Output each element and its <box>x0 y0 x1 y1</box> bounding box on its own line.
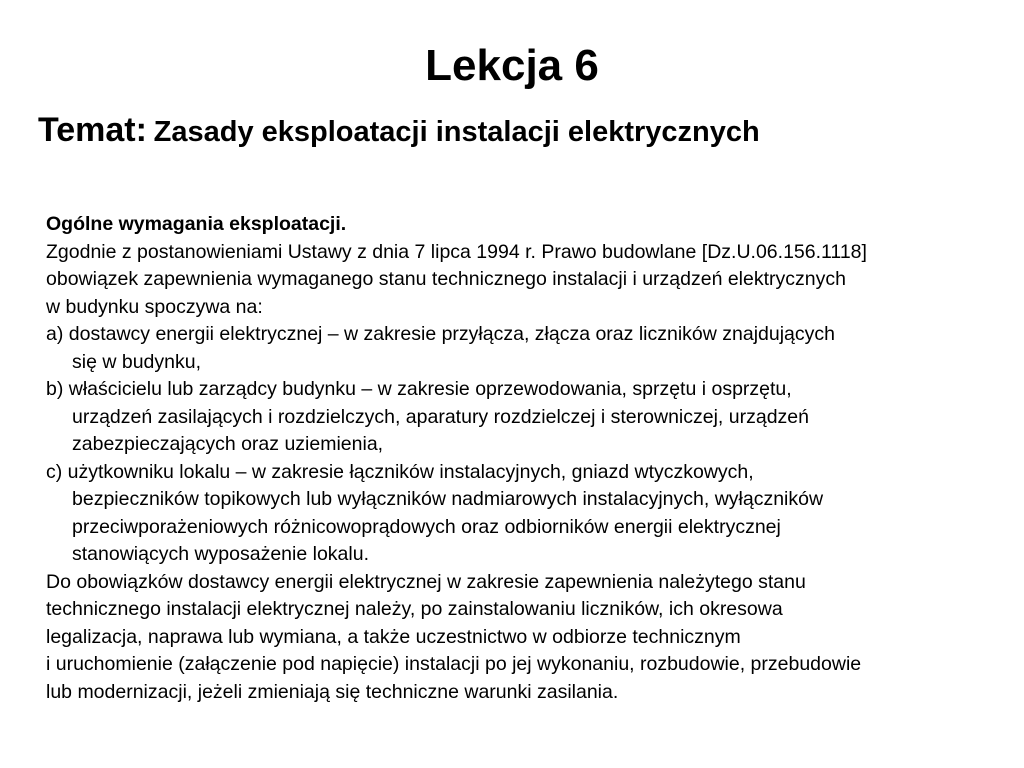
body-line: się w budynku, <box>72 350 201 373</box>
body-line: stanowiących wyposażenie lokalu. <box>72 543 369 565</box>
body-line: legalizacja, naprawa lub wymiana, a także uczestnictwo w odbiorze technicznym <box>46 625 741 648</box>
body-line: i uruchomienie (załączenie pod napięcie) instalacji po jej wykonaniu, rozbudowie, przebudowie <box>46 653 862 675</box>
body-line: c) użytkowniku lokalu – w zakresie łączników instalacyjnych, gniazd wtyczkowych, <box>46 460 754 483</box>
body-line: zabezpieczających oraz uziemienia, <box>72 433 384 455</box>
subtitle-topic: Zasady eksploatacji instalacji elektrycznych <box>153 116 760 148</box>
body-line: bezpieczników topikowych lub wyłączników nadmiarowych instalacyjnych, wyłączników <box>72 488 824 510</box>
slide-subtitle <box>38 108 998 156</box>
body-line: w budynku spoczywa na: <box>46 295 263 318</box>
body-line: obowiązek zapewnienia wymaganego stanu technicznego instalacji i urządzeń elektrycznych <box>46 268 846 290</box>
body-line: urządzeń zasilających i rozdzielczych, aparatury rozdzielczej i sterowniczej, urządzeń <box>72 405 809 428</box>
body-line: lub modernizacji, jeżeli zmieniają się techniczne warunki zasilania. <box>46 680 619 703</box>
slide-title: Lekcja 6 <box>425 41 599 90</box>
body-line: Do obowiązków dostawcy energii elektrycznej w zakresie zapewnienia należytego stanu <box>46 570 806 593</box>
slide-body <box>46 211 1011 706</box>
body-line: b) właścicielu lub zarządcy budynku – w zakresie oprzewodowania, sprzętu i osprzętu, <box>46 378 792 400</box>
body-line: Zgodnie z postanowieniami Ustawy z dnia 7 lipca 1994 r. Prawo budowlane [Dz.U.06.156.1118] <box>46 240 867 263</box>
subtitle-lead: Temat: <box>38 111 147 149</box>
body-line: technicznego instalacji elektrycznej należy, po zainstalowaniu liczników, ich okresowa <box>46 598 783 620</box>
section-heading: Ogólne wymagania eksploatacji. <box>46 213 347 235</box>
body-line: a) dostawcy energii elektrycznej – w zakresie przyłącza, złącza oraz liczników znajdujących <box>46 323 835 345</box>
body-line: przeciwporażeniowych różnicowoprądowych oraz odbiorników energii elektrycznej <box>72 515 781 538</box>
